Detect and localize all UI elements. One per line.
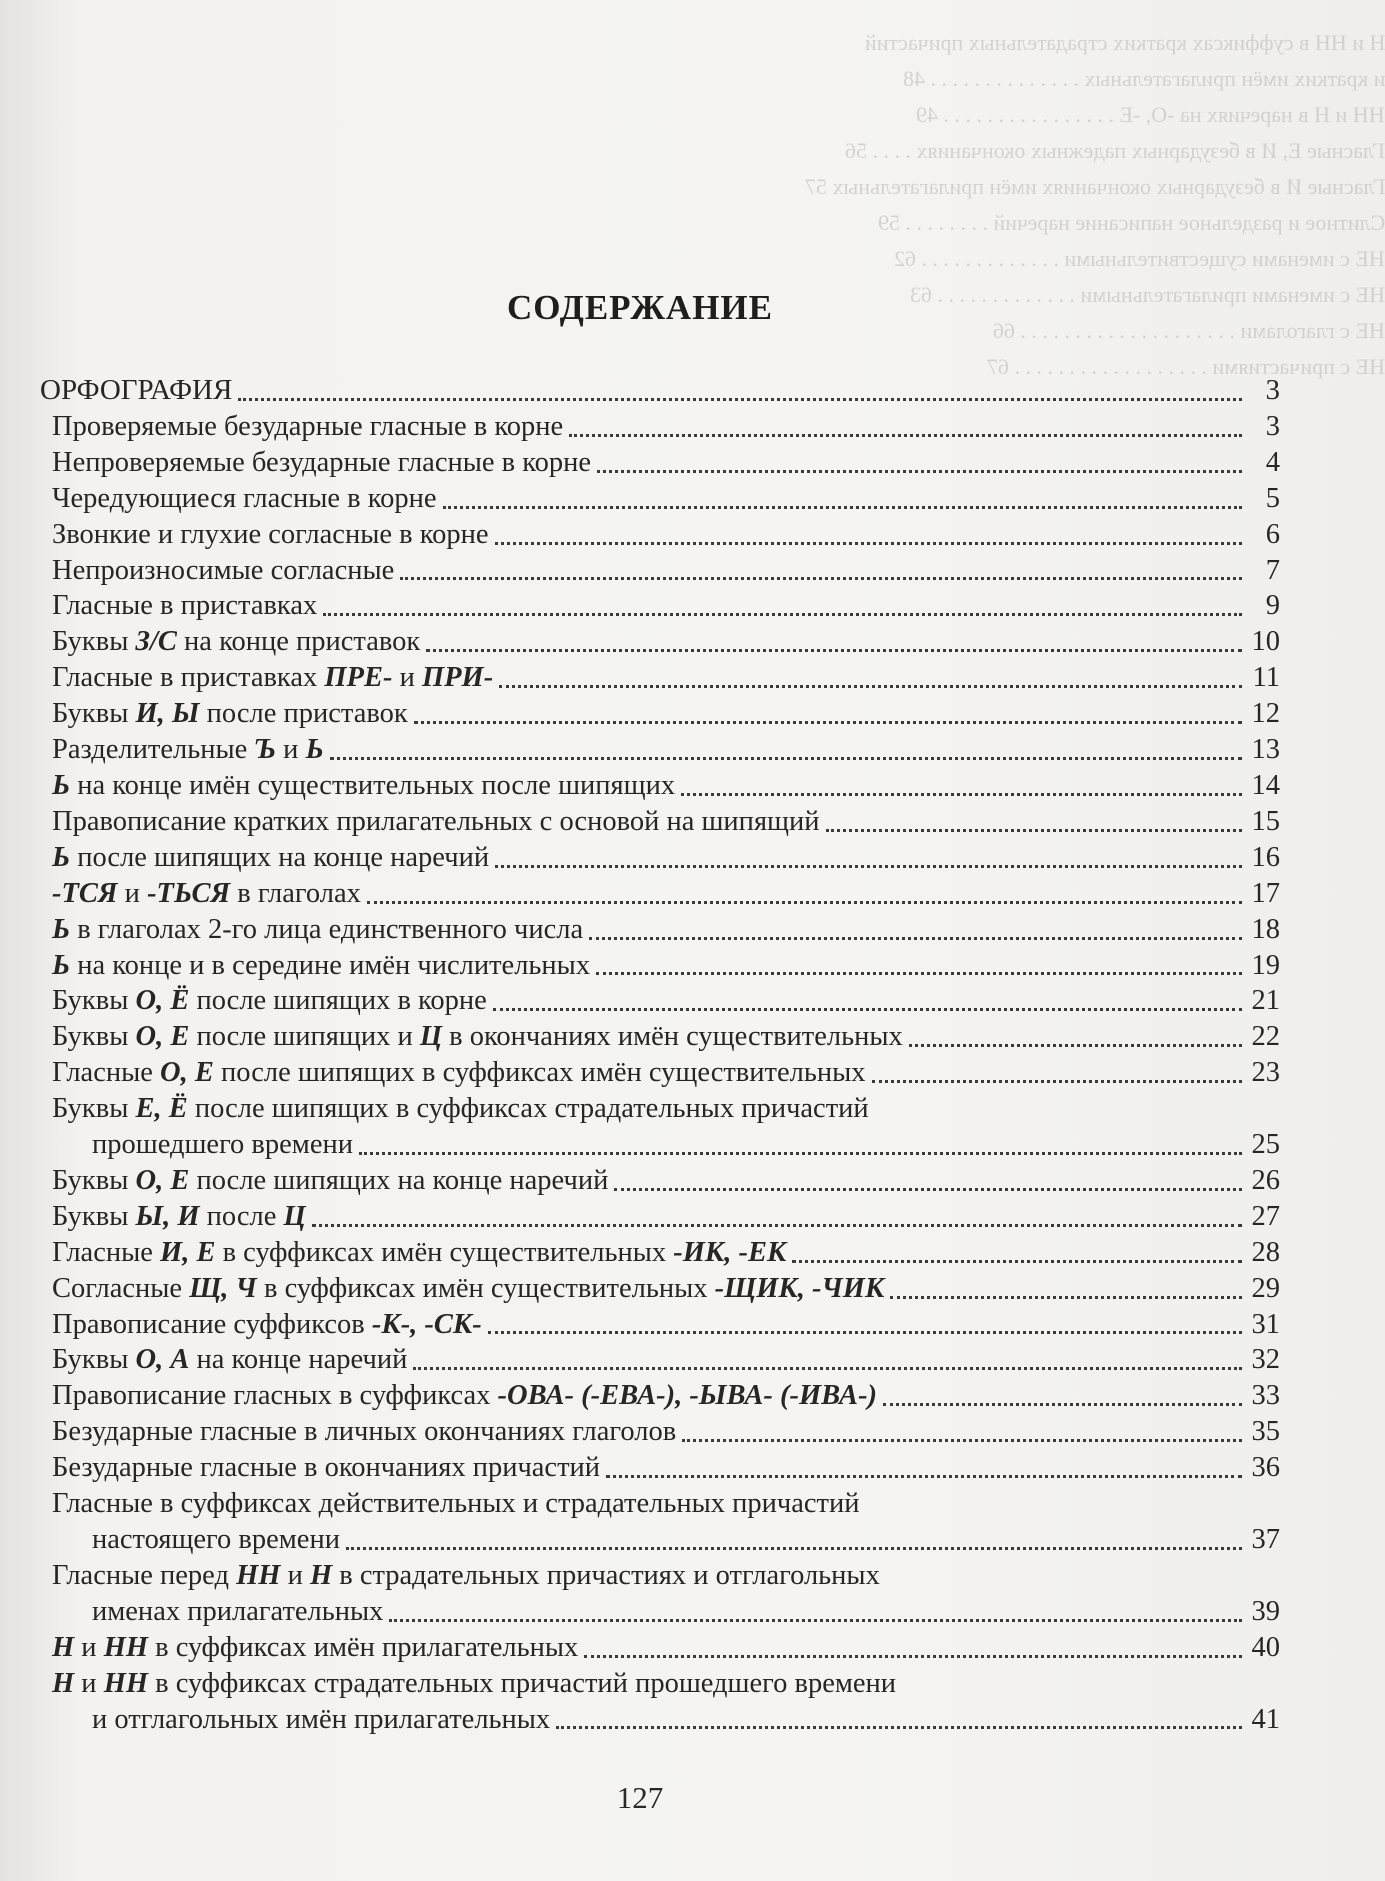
toc-entry-row [40, 1235, 1280, 1271]
toc-entry-row [40, 1163, 1280, 1199]
toc-entry-label [52, 660, 493, 696]
toc-entry-row [40, 840, 1280, 876]
toc-entry-first-line [40, 1091, 1280, 1127]
dot-leader [323, 613, 1242, 616]
toc-text: Безударные гласные в окончаниях причастий [52, 1452, 601, 1484]
toc-text: Правописание суффиксов [52, 1308, 372, 1340]
table-of-contents [40, 373, 1280, 1737]
toc-entry-label [52, 804, 820, 840]
toc-emphasis: -ИК, -ЕК [673, 1236, 787, 1268]
dot-leader [495, 542, 1242, 545]
toc-text: Буквы [52, 698, 136, 730]
toc-entry-row [40, 588, 1280, 624]
toc-entry-row [40, 768, 1280, 804]
toc-section-label: ОРФОГРАФИЯ [40, 374, 233, 406]
dot-leader [367, 901, 1242, 904]
toc-entry-row [40, 517, 1280, 553]
dot-leader [443, 506, 1243, 509]
toc-entry-label [52, 409, 563, 445]
toc-emphasis: О, А [135, 1344, 190, 1376]
toc-text: в суффиксах страдательных причастий прошедшего времени [148, 1667, 897, 1699]
toc-entry-row [40, 445, 1280, 481]
toc-page-number: 16 [1251, 841, 1280, 873]
toc-text: Гласные в приставках [52, 662, 325, 694]
dot-leader [883, 1403, 1242, 1406]
toc-text: Правописание кратких прилагательных с основой на шипящий [52, 805, 820, 837]
dot-leader [614, 1188, 1242, 1191]
dot-leader [495, 865, 1242, 868]
toc-text: настоящего времени [92, 1524, 340, 1555]
toc-text: и [117, 877, 148, 909]
toc-page-number: 36 [1251, 1452, 1280, 1484]
toc-entry-label [92, 1702, 550, 1738]
toc-text: и [280, 1559, 310, 1591]
toc-page-number: 41 [1251, 1703, 1280, 1735]
toc-page-number: 6 [1265, 518, 1280, 550]
toc-emphasis: И, Е [160, 1236, 216, 1268]
toc-text: после шипящих в суффиксах имён существительных [213, 1057, 866, 1089]
toc-entry-row [40, 948, 1280, 984]
toc-page-number: 25 [1251, 1129, 1280, 1161]
toc-entry-label [52, 983, 487, 1019]
toc-page-number: 26 [1251, 1164, 1280, 1196]
toc-entry-row [40, 804, 1280, 840]
toc-emphasis: Н [309, 1559, 333, 1591]
toc-entry-row [40, 1450, 1280, 1486]
toc-text: прошедшего времени [92, 1129, 353, 1161]
toc-emphasis: О, Е [135, 1021, 190, 1053]
dot-leader [359, 1152, 1242, 1155]
toc-emphasis: ПРИ- [421, 662, 494, 694]
toc-entry-row [40, 1594, 1280, 1630]
toc-entry-row [40, 1630, 1280, 1666]
toc-page-number: 4 [1265, 446, 1280, 478]
toc-entry-row [40, 732, 1280, 768]
toc-text: именах прилагательных [92, 1595, 384, 1627]
toc-emphasis: Ь [52, 949, 71, 981]
toc-entry-label [52, 588, 317, 624]
toc-entry-label [92, 1522, 340, 1558]
dot-leader [499, 685, 1242, 688]
dot-leader [589, 937, 1242, 940]
dot-leader [826, 829, 1243, 832]
toc-page-number: 35 [1251, 1416, 1280, 1448]
toc-entry-label [52, 1378, 877, 1414]
toc-page-number: 3 [1265, 374, 1280, 406]
toc-entry-row [40, 1055, 1280, 1091]
toc-entry-row [40, 553, 1280, 589]
toc-entry-label [52, 948, 590, 984]
toc-text: Правописание гласных в суффиксах [52, 1380, 498, 1412]
toc-emphasis: О, Е [135, 1164, 190, 1196]
toc-page-number: 21 [1251, 985, 1280, 1017]
toc-entry-label [52, 1055, 866, 1091]
toc-text: Буквы [52, 1164, 136, 1196]
dot-leader [346, 1547, 1242, 1550]
toc-emphasis: Ь [52, 769, 71, 801]
toc-page-number: 22 [1251, 1021, 1280, 1053]
toc-text: Безударные гласные в личных окончаниях глаголов [52, 1416, 677, 1448]
dot-leader [414, 721, 1242, 724]
toc-emphasis: З/С [135, 626, 177, 658]
toc-page-number: 33 [1251, 1380, 1280, 1412]
toc-entry-row [40, 1127, 1280, 1163]
toc-text: после шипящих на конце наречий [189, 1164, 609, 1196]
toc-text: после шипящих в суффиксах страдательных причастий [187, 1093, 869, 1125]
toc-text: Гласные перед [52, 1559, 237, 1591]
toc-entry-label [52, 1163, 608, 1199]
toc-entry-label [52, 1235, 786, 1271]
toc-entry-row [40, 1019, 1280, 1055]
toc-entry-label [52, 840, 489, 876]
toc-entry-row [40, 1378, 1280, 1414]
toc-page-number: 5 [1265, 482, 1280, 514]
toc-entry-label [52, 912, 583, 948]
toc-text: Буквы [52, 626, 136, 658]
dot-leader [792, 1260, 1242, 1263]
toc-text: Непроверяемые безударные гласные в корне [52, 446, 592, 478]
dot-leader [400, 577, 1242, 580]
toc-text: Буквы [52, 1021, 136, 1053]
toc-text: Буквы [52, 1093, 136, 1125]
toc-entry-row [40, 912, 1280, 948]
dot-leader [584, 1655, 1242, 1658]
dot-leader [312, 1224, 1242, 1227]
toc-entry-label [52, 1450, 600, 1486]
toc-page-number: 23 [1251, 1057, 1280, 1089]
toc-section-row [40, 373, 1280, 409]
toc-emphasis: Ц [283, 1200, 306, 1232]
toc-entry-row [40, 409, 1280, 445]
dot-leader [426, 649, 1242, 652]
toc-page-number: 39 [1251, 1595, 1280, 1627]
dot-leader [681, 793, 1242, 796]
toc-text: Разделительные [52, 734, 255, 766]
toc-page-number: 15 [1251, 805, 1280, 837]
toc-emphasis: Ц [419, 1021, 442, 1053]
toc-entry-label [52, 1630, 578, 1666]
toc-entry-row [40, 1522, 1280, 1558]
toc-page-number: 31 [1251, 1308, 1280, 1340]
toc-text: и [392, 662, 422, 694]
dot-leader [597, 470, 1242, 473]
dot-leader [238, 398, 1242, 401]
toc-page-number: 19 [1251, 949, 1280, 981]
toc-emphasis: НН [103, 1631, 149, 1663]
toc-entry-label [52, 1414, 676, 1450]
toc-text: Проверяемые безударные гласные в корне [52, 410, 564, 442]
toc-page-number: 14 [1251, 769, 1280, 801]
toc-entry-row [40, 481, 1280, 517]
toc-text: Гласные в приставках [52, 590, 318, 622]
toc-entry-row [40, 1199, 1280, 1235]
toc-entry-row [40, 876, 1280, 912]
toc-text: Согласные [52, 1272, 190, 1304]
toc-entry-label [52, 481, 437, 517]
toc-emphasis: Н [52, 1631, 75, 1663]
dot-leader [556, 1726, 1242, 1729]
toc-text: в окончаниях имён существительных [442, 1021, 903, 1053]
toc-emphasis: НН [236, 1559, 281, 1591]
bleed-through-text: Н и НН в суффиксах кратких страдательных причастий и кратких имён прилагательных . . . . . . . . . . . . . . 48 НН и Н в наречиях на -О, -Е . . . . . . . . . . . . . . . . 49 Гласные Е, И в безударных падежных окончаниях . . . . 56 Гласные И в безударных окончаниях имён прилагательных 57 Слитное и раздельное написание наречий . . . . . . . . 59 НЕ с именами существительными . . . . . . . . . . . . . 62 НЕ с именами прилагательными . . . . . . . . . . . . . 63 НЕ с глаголами . . . . . . . . . . . . . . . . . . . . 66 НЕ с причастиями . . . . . . . . . . . . . . . . . . 67 [804, 30, 1385, 379]
toc-text: и [74, 1667, 104, 1699]
toc-emphasis: Ь [52, 913, 71, 945]
toc-text: на конце приставок [176, 626, 421, 658]
toc-entry-row [40, 1342, 1280, 1378]
toc-text: в суффиксах имён существительных [215, 1236, 674, 1268]
dot-leader [890, 1296, 1242, 1299]
toc-entry-label [52, 553, 394, 589]
toc-entry-first-line [40, 1666, 1280, 1702]
toc-emphasis: -ЩИК, -ЧИК [714, 1272, 885, 1304]
toc-entry-row [40, 660, 1280, 696]
toc-entry-row [40, 1271, 1280, 1307]
toc-page-number: 7 [1265, 554, 1280, 586]
toc-text: Звонкие и глухие согласные в корне [52, 518, 489, 550]
toc-emphasis: Н [52, 1667, 75, 1699]
toc-text: и отглагольных имён прилагательных [92, 1703, 551, 1735]
toc-entry-label [52, 1271, 884, 1307]
dot-leader [389, 1619, 1242, 1622]
page-number: 127 [616, 1780, 664, 1815]
toc-text: после шипящих и [189, 1021, 420, 1053]
toc-emphasis: Е, Ё [135, 1093, 188, 1125]
toc-emphasis: Ь [52, 841, 71, 873]
toc-entry-row [40, 1414, 1280, 1450]
toc-page-number: 9 [1265, 590, 1280, 622]
toc-entry-label [52, 696, 408, 732]
toc-page-number: 11 [1252, 662, 1280, 694]
toc-text: после шипящих на конце наречий [70, 841, 490, 873]
toc-entry-label [92, 1594, 383, 1630]
toc-page-number: 32 [1251, 1344, 1280, 1376]
toc-page-number: 18 [1251, 913, 1280, 945]
toc-entry-label [52, 1307, 482, 1343]
dot-leader [413, 1367, 1242, 1370]
toc-entry-row [40, 1702, 1280, 1738]
toc-page-number: 40 [1251, 1631, 1280, 1663]
toc-entry-label [52, 1019, 903, 1055]
toc-page-number: 27 [1251, 1200, 1280, 1232]
toc-page-number: 17 [1251, 877, 1280, 909]
dot-leader [330, 757, 1242, 760]
toc-entry-row [40, 696, 1280, 732]
toc-page-number: 12 [1251, 698, 1280, 730]
dot-leader [493, 1008, 1242, 1011]
toc-entry-label [92, 1127, 353, 1163]
toc-text: и [276, 734, 306, 766]
toc-page-number: 13 [1251, 734, 1280, 766]
toc-text: Буквы [52, 985, 136, 1017]
toc-entry-label [52, 1342, 407, 1378]
toc-text: на конце наречий [189, 1344, 408, 1376]
dot-leader [488, 1331, 1242, 1334]
toc-text: после шипящих в корне [189, 985, 487, 1017]
dot-leader [682, 1439, 1242, 1442]
toc-entry-label [52, 876, 361, 912]
toc-emphasis: -ОВА- (-ЕВА-), -ЫВА- (-ИВА-) [497, 1380, 878, 1412]
toc-text: Буквы [52, 1344, 136, 1376]
toc-emphasis: Ь [305, 734, 324, 766]
toc-text: в глаголах 2-го лица единственного числа [70, 913, 584, 945]
toc-entry-label [52, 445, 591, 481]
dot-leader [596, 972, 1242, 975]
toc-text: на конце имён существительных после шипящих [70, 769, 676, 801]
toc-entry-first-line [40, 1486, 1280, 1522]
page-title: СОДЕРЖАНИЕ [506, 288, 773, 327]
toc-page-number: 10 [1251, 626, 1280, 658]
toc-emphasis: -ТЬСЯ [147, 877, 231, 909]
dot-leader [569, 434, 1242, 437]
toc-emphasis: -ТСЯ [52, 877, 118, 909]
toc-text: Буквы [52, 1200, 136, 1232]
toc-emphasis: -К-, -СК- [371, 1308, 482, 1340]
toc-entry-row [40, 983, 1280, 1019]
toc-text: в страдательных причастиях и отглагольных [332, 1559, 880, 1591]
toc-text: после [199, 1200, 284, 1232]
toc-page-number: 3 [1265, 410, 1280, 442]
toc-text: Чередующиеся гласные в корне [52, 482, 437, 514]
toc-page-number: 29 [1251, 1272, 1280, 1304]
toc-text: Гласные в суффиксах действительных и страдательных причастий [52, 1488, 860, 1520]
toc-text: после приставок [199, 698, 408, 730]
toc-text: Гласные [52, 1057, 161, 1089]
toc-text: в глаголах [230, 877, 361, 909]
dot-leader [872, 1080, 1243, 1083]
dot-leader [606, 1475, 1242, 1478]
toc-emphasis: О, Е [160, 1057, 214, 1089]
toc-text: в суффиксах имён существительных [256, 1272, 715, 1304]
toc-emphasis: Ъ [254, 734, 277, 766]
toc-emphasis: НН [103, 1667, 149, 1699]
toc-emphasis: Ы, И [135, 1200, 200, 1232]
toc-text: и [74, 1631, 104, 1663]
toc-entry-row [40, 1307, 1280, 1343]
dot-leader [909, 1044, 1242, 1047]
toc-text: в суффиксах имён прилагательных [148, 1631, 579, 1663]
toc-page-number: 37 [1251, 1524, 1280, 1555]
toc-entry-label [52, 732, 324, 768]
toc-page-number: 28 [1251, 1236, 1280, 1268]
toc-text: Гласные [52, 1236, 161, 1268]
toc-emphasis: О, Ё [135, 985, 190, 1017]
toc-emphasis: ПРЕ- [324, 662, 393, 694]
toc-entry-row [40, 624, 1280, 660]
toc-entry-label [52, 624, 420, 660]
toc-entry-label [52, 768, 675, 804]
toc-entry-label [52, 517, 489, 553]
toc-text: Непроизносимые согласные [52, 554, 395, 586]
toc-text: на конце и в середине имён числительных [70, 949, 591, 981]
toc-emphasis: И, Ы [135, 698, 200, 730]
toc-entry-label [52, 1199, 306, 1235]
toc-entry-first-line [40, 1558, 1280, 1594]
toc-emphasis: Щ, Ч [189, 1272, 257, 1304]
